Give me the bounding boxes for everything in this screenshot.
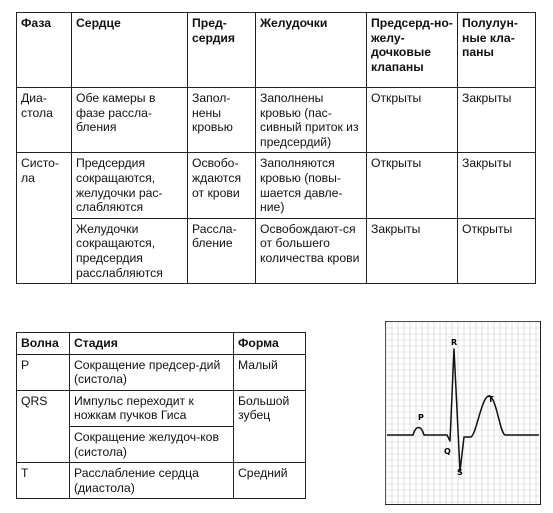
ecg-label-p: P [418, 413, 424, 422]
cell-atria: Освобо-ждаются от крови [188, 153, 256, 218]
cell-heart: Обе камеры в фазе рассла-бления [72, 88, 188, 153]
cell-phase: Диа-стола [17, 88, 72, 153]
ecg-label-r: R [451, 338, 458, 347]
table-row [17, 354, 306, 390]
cell-ventricles: Освобождают-ся от большего количества крови [256, 218, 367, 283]
ecg-label-s: S [457, 468, 463, 477]
header-av-valves: Предсерд-но-желу-дочковые клапаны [367, 13, 458, 88]
cell-shape: Средний [234, 463, 306, 499]
cell-stage: Сокращение желудоч-ков (систола) [70, 426, 234, 462]
ecg-label-q: Q [444, 447, 451, 456]
cell-ventricles: Заполнены кровью (пас-сивный приток из предсердий) [256, 88, 367, 153]
table-row [17, 153, 536, 218]
table-row [17, 88, 536, 153]
ecg-waves-table [16, 332, 306, 499]
cell-wave: P [17, 354, 70, 390]
header-stage: Стадия [70, 333, 234, 355]
header-semilunar-valves: Полулун-ные кла-паны [458, 13, 536, 88]
cell-stage: Сокращение предсер-дий (систола) [70, 354, 234, 390]
cell-heart: Предсердия сокращаются, желудочки рас-слабляются [72, 153, 188, 218]
table-row [17, 218, 536, 283]
cell-stage: Расслабление сердца (диастола) [70, 463, 234, 499]
ecg-label-t: T [488, 395, 494, 404]
cell-av-valves: Открыты [367, 88, 458, 153]
cardiac-cycle-table [16, 12, 536, 284]
cell-atria: Запол-нены кровью [188, 88, 256, 153]
cell-heart: Желудочки сокращаются, предсердия расслабляются [72, 218, 188, 283]
table-header-row [17, 13, 536, 88]
cell-semilunar-valves: Закрыты [458, 88, 536, 153]
table-row [17, 390, 306, 426]
cell-shape: Большой зубец [234, 390, 306, 462]
cell-semilunar-valves: Закрыты [458, 153, 536, 218]
header-ventricles: Желудочки [256, 13, 367, 88]
table-row [17, 463, 306, 499]
cell-av-valves: Открыты [367, 153, 458, 218]
ecg-diagram [385, 321, 541, 505]
header-shape: Форма [234, 333, 306, 355]
cell-phase: Систо-ла [17, 153, 72, 284]
cell-av-valves: Закрыты [367, 218, 458, 283]
header-phase: Фаза [17, 13, 72, 88]
table-header-row [17, 333, 306, 355]
cell-semilunar-valves: Открыты [458, 218, 536, 283]
cell-ventricles: Заполняются кровью (повы-шается давле-ние) [256, 153, 367, 218]
cell-shape: Малый [234, 354, 306, 390]
cell-wave: T [17, 463, 70, 499]
cell-wave: QRS [17, 390, 70, 462]
header-wave: Волна [17, 333, 70, 355]
cell-atria: Рассла-бление [188, 218, 256, 283]
header-atria: Пред-сердия [188, 13, 256, 88]
header-heart: Сердце [72, 13, 188, 88]
cell-stage: Импульс переходит к ножкам пучков Гиса [70, 390, 234, 426]
